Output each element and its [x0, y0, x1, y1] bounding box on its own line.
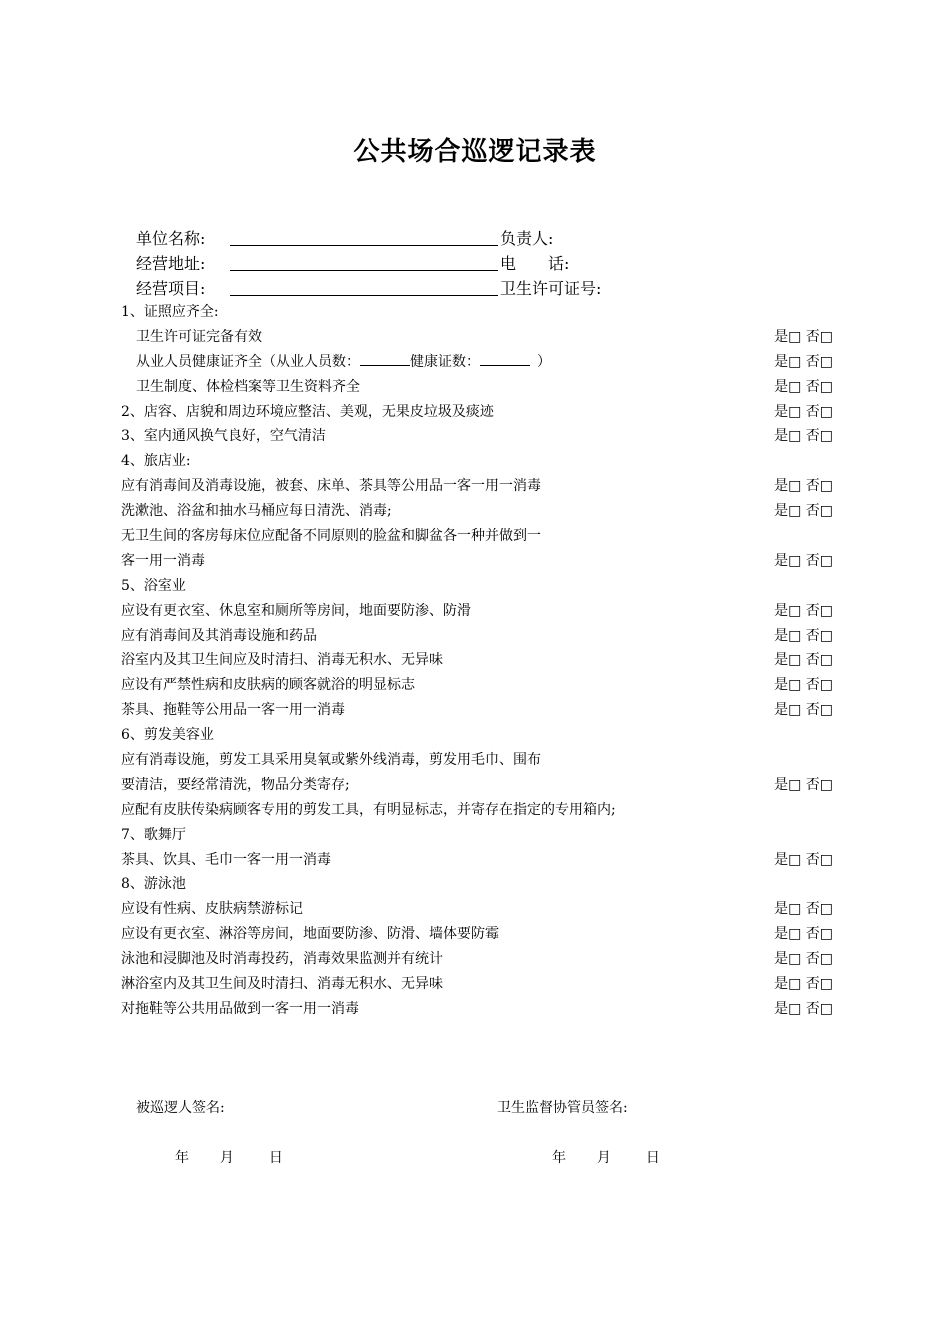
checklist-row [121, 922, 833, 947]
checklist-row [121, 648, 833, 673]
yes-no-checkbox[interactable]: 是□ 否□ [774, 1000, 833, 1017]
business-label: 经营项目: [136, 279, 206, 298]
checklist-row [121, 574, 833, 599]
checklist-row [121, 823, 833, 848]
checklist-row [121, 350, 833, 375]
health-cert-count-field[interactable] [480, 351, 530, 366]
checklist-row [121, 449, 833, 474]
yes-no-checkbox[interactable]: 是□ 否□ [774, 403, 833, 420]
checklist-item-text: 6、剪发美容业 [121, 727, 214, 744]
yes-no-checkbox[interactable]: 是□ 否□ [774, 677, 833, 694]
checklist-row [121, 798, 833, 823]
checklist-item-text: 应设有更衣室、休息室和厕所等房间，地面要防渗、防滑 [121, 602, 471, 619]
person-in-charge-label: 负责人: [500, 229, 554, 248]
unit-name-label: 单位名称: [136, 229, 206, 248]
license-label: 卫生许可证号: [500, 279, 602, 298]
checklist-item-text: 无卫生间的客房每床位应配备不同原则的脸盆和脚盆各一种并做到一 [121, 528, 541, 545]
year-label: 年 [175, 1150, 189, 1166]
checklist-item-text: 卫生许可证完备有效 [136, 328, 262, 345]
checklist-item-text: 洗漱池、浴盆和抽水马桶应每日清洗、消毒; [121, 503, 392, 520]
checklist-item-text: 茶具、拖鞋等公用品一客一用一消毒 [121, 702, 345, 719]
unit-name-field[interactable] [230, 227, 498, 246]
checklist-item-text [136, 350, 551, 375]
checklist-item-text: 应设有更衣室、淋浴等房间，地面要防渗、防滑、墙体要防霉 [121, 926, 499, 943]
page-title: 公共场合巡逻记录表 [353, 137, 597, 167]
checklist-row [121, 300, 833, 325]
checklist [121, 300, 833, 1022]
checklist-item-text: 应有消毒间及其消毒设施和药品 [121, 627, 317, 644]
checklist-row [121, 673, 833, 698]
checklist-row [121, 698, 833, 723]
checklist-row [121, 524, 833, 549]
checklist-row [121, 424, 833, 449]
checklist-row [121, 972, 833, 997]
month-label: 月 [596, 1150, 611, 1166]
yes-no-checkbox[interactable]: 是□ 否□ [774, 353, 833, 370]
header-row-business [136, 276, 836, 301]
yes-no-checkbox[interactable]: 是□ 否□ [774, 627, 833, 644]
day-label: 日 [645, 1150, 660, 1166]
checklist-row [121, 872, 833, 897]
checklist-item-text: 客一用一消毒 [121, 552, 205, 569]
checklist-item-text: 应有消毒间及消毒设施，被套、床单、茶具等公用品一客一用一消毒 [121, 478, 541, 495]
checklist-item-text: 应设有性病、皮肤病禁游标记 [121, 901, 303, 918]
yes-no-checkbox[interactable]: 是□ 否□ [774, 652, 833, 669]
checklist-item-text: 应有消毒设施，剪发工具采用臭氧或紫外线消毒，剪发用毛巾、围布 [121, 752, 541, 769]
yes-no-checkbox[interactable]: 是□ 否□ [774, 428, 833, 445]
checklist-item-text: 2、店容、店貌和周边环境应整洁、美观，无果皮垃圾及痰迹 [121, 403, 494, 420]
checklist-item-text: 5、浴室业 [121, 577, 186, 594]
yes-no-checkbox[interactable]: 是□ 否□ [774, 328, 833, 345]
checklist-row [121, 400, 833, 425]
yes-no-checkbox[interactable]: 是□ 否□ [774, 378, 833, 395]
closing-paren: ） [537, 353, 551, 370]
yes-no-checkbox[interactable]: 是□ 否□ [774, 478, 833, 495]
checklist-item-text: 8、游泳池 [121, 876, 186, 893]
yes-no-checkbox[interactable]: 是□ 否□ [774, 926, 833, 943]
yes-no-checkbox[interactable]: 是□ 否□ [774, 851, 833, 868]
yes-no-checkbox[interactable]: 是□ 否□ [774, 776, 833, 793]
checklist-item-text: 应配有皮肤传染病顾客专用的剪发工具，有明显标志，并寄存在指定的专用箱内; [121, 801, 616, 818]
month-label: 月 [219, 1150, 234, 1166]
yes-no-checkbox[interactable]: 是□ 否□ [774, 602, 833, 619]
checklist-item-text: 对拖鞋等公共用品做到一客一用一消毒 [121, 1000, 359, 1017]
checklist-row [121, 897, 833, 922]
checklist-row [121, 499, 833, 524]
address-label: 经营地址: [136, 254, 206, 273]
yes-no-checkbox[interactable]: 是□ 否□ [774, 951, 833, 968]
patrolled-signature-label: 被巡逻人签名: [136, 1100, 225, 1116]
yes-no-checkbox[interactable]: 是□ 否□ [774, 976, 833, 993]
checklist-row [121, 549, 833, 574]
address-field[interactable] [230, 252, 498, 271]
phone-label: 电 话: [500, 254, 570, 273]
checklist-item-text: 茶具、饮具、毛巾一客一用一消毒 [121, 851, 331, 868]
year-label: 年 [552, 1150, 566, 1166]
checklist-item-text: 1、证照应齐全: [121, 304, 219, 320]
checklist-row [121, 474, 833, 499]
checklist-item-text: 淋浴室内及其卫生间及时清扫、消毒无积水、无异味 [121, 976, 443, 993]
date-right [552, 1146, 660, 1170]
checklist-row [121, 599, 833, 624]
business-field[interactable] [230, 277, 498, 296]
checklist-item-text: 卫生制度、体检档案等卫生资料齐全 [136, 378, 360, 395]
day-label: 日 [268, 1150, 283, 1166]
checklist-row [121, 748, 833, 773]
checklist-row [121, 375, 833, 400]
checklist-item-text: 4、旅店业: [121, 453, 191, 470]
checklist-item-text: 泳池和浸脚池及时消毒投药，消毒效果监测并有统计 [121, 951, 443, 968]
date-left [175, 1146, 283, 1170]
checklist-item-text: 要清洁，要经常清洗，物品分类寄存; [121, 776, 350, 793]
checklist-row [121, 997, 833, 1022]
checklist-item-text: 3、室内通风换气良好，空气清洁 [121, 428, 326, 445]
checklist-row [121, 624, 833, 649]
checklist-row [121, 947, 833, 972]
checklist-row [121, 848, 833, 873]
header-row-address [136, 251, 836, 276]
yes-no-checkbox[interactable]: 是□ 否□ [774, 503, 833, 520]
checklist-item-text: 7、歌舞厅 [121, 826, 186, 843]
checklist-item-text: 浴室内及其卫生间应及时清扫、消毒无积水、无异味 [121, 652, 443, 669]
yes-no-checkbox[interactable]: 是□ 否□ [774, 552, 833, 569]
yes-no-checkbox[interactable]: 是□ 否□ [774, 702, 833, 719]
yes-no-checkbox[interactable]: 是□ 否□ [774, 901, 833, 918]
staff-count-label: 从业人员健康证齐全（从业人员数： [136, 353, 360, 370]
staff-count-field[interactable] [360, 351, 410, 366]
checklist-row [121, 773, 833, 798]
checklist-row [121, 723, 833, 748]
checklist-item-text: 应设有严禁性病和皮肤病的顾客就浴的明显标志 [121, 677, 415, 694]
checklist-row [121, 325, 833, 350]
header-row-unit [136, 226, 836, 251]
inspector-signature-label: 卫生监督协管员签名: [497, 1100, 628, 1116]
health-cert-count-label: 健康证数： [410, 353, 480, 370]
header-block [136, 226, 836, 301]
